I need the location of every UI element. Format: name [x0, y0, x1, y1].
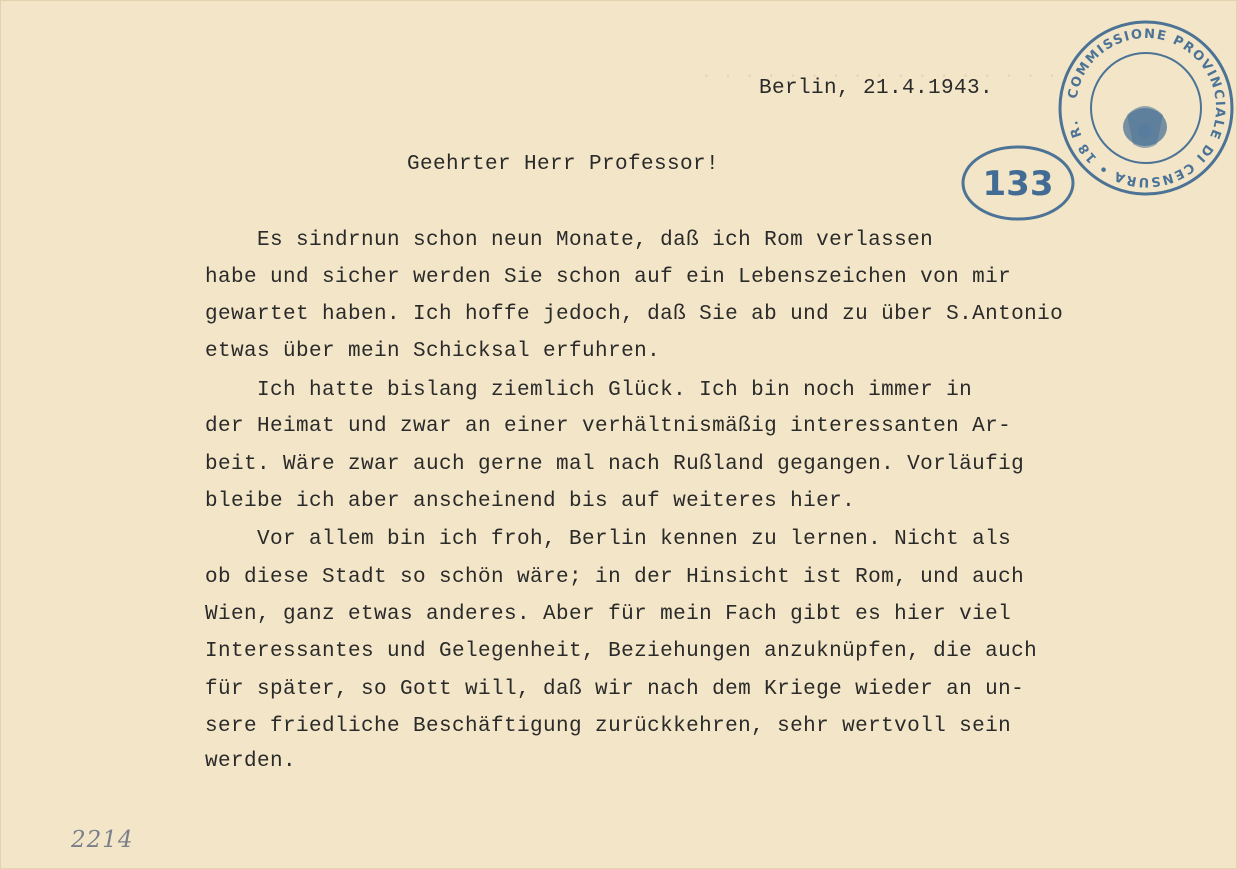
letter-line: bleibe ich aber anscheinend bis auf weiteres hier. [205, 490, 856, 513]
letter-line: Wien, ganz etwas anderes. Aber für mein Fach gibt es hier viel [205, 603, 1012, 626]
letter-line: gewartet haben. Ich hoffe jedoch, daß Sie ab und zu über S.Antonio [205, 303, 1064, 326]
letter-line: habe und sicher werden Sie schon auf ein Lebenszeichen von mir [205, 266, 1012, 289]
letter-line: Ich hatte bislang ziemlich Glück. Ich bin noch immer in [205, 379, 973, 402]
archive-number: 2214 [71, 827, 134, 853]
bleed-through-texture: . . . . . . . . . . . . . . . . . [701, 63, 1058, 83]
stamp-ring-text: COMMISSIONE PROVINCIALE DI CENSURA • 18 R. [1065, 26, 1228, 190]
letter-line: für später, so Gott will, daß wir nach dem Kriege wieder an un- [205, 678, 1025, 701]
letter-salutation: Geehrter Herr Professor! [407, 153, 720, 176]
letter-date: Berlin, 21.4.1943. [759, 77, 994, 100]
letter-line: Es sindrnun schon neun Monate, daß ich Rom verlassen [205, 229, 934, 252]
censor-number-stamp [959, 143, 1077, 223]
letter-line: werden. [205, 750, 297, 773]
letter-line: sere friedliche Beschäftigung zurückkehren, sehr wertvoll sein [205, 715, 1012, 738]
letter-line: der Heimat und zwar an einer verhältnismäßig interessanten Ar- [205, 415, 1012, 438]
letter-line: beit. Wäre zwar auch gerne mal nach Rußland gegangen. Vorläufig [205, 453, 1025, 476]
letter-line: etwas über mein Schicksal erfuhren. [205, 340, 661, 363]
letter-line: Interessantes und Gelegenheit, Beziehungen anzuknüpfen, die auch [205, 640, 1038, 663]
coat-of-arms-emblem [1123, 106, 1167, 148]
letter-line: Vor allem bin ich froh, Berlin kennen zu lernen. Nicht als [205, 528, 1012, 551]
censorship-stamp [1057, 19, 1235, 197]
stamp-number-text: 133 [982, 164, 1054, 204]
letter-line: ob diese Stadt so schön wäre; in der Hinsicht ist Rom, und auch [205, 566, 1025, 589]
